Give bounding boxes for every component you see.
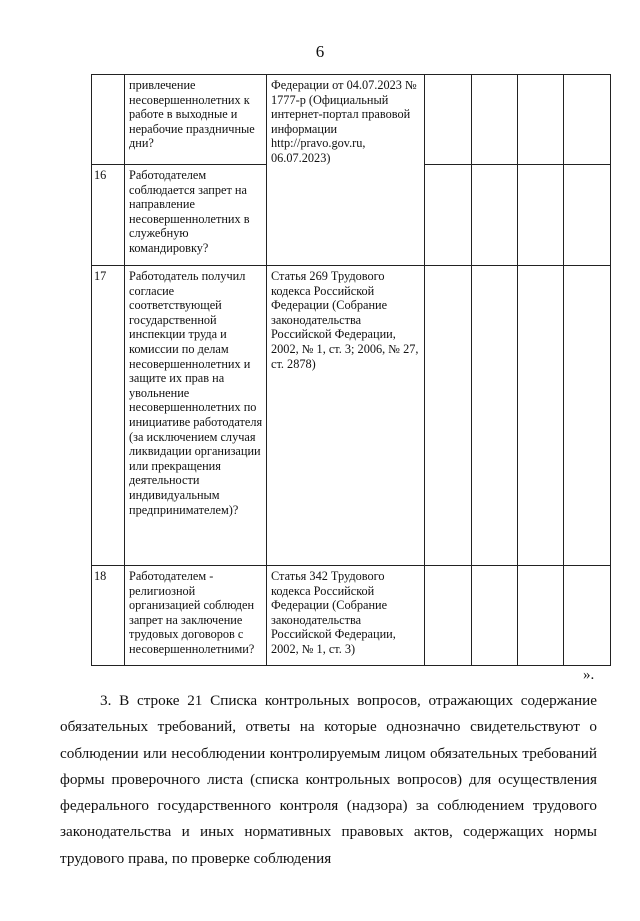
question-cell: привлечение несовершеннолетних к работе в выходные и нерабочие праздничные дни? — [125, 75, 267, 165]
answer-yes-cell — [425, 266, 472, 566]
question-cell: Работодатель получил согласие соответствующей государственной инспекции труда и комиссии по делам несовершеннолетних и защите их прав на увольнение несовершеннолетних по инициативе работодателя (за исключением случая ликвидации организации или прекращения деятельности индивидуальным предпринимателем)? — [125, 266, 267, 566]
answer-no-cell — [472, 165, 518, 266]
reference-cell: Статья 269 Трудового кодекса Российской Федерации (Собрание законодательства Российской Федерации, 2002, № 1, ст. 3; 2006, № 27, ст. 2878) — [267, 266, 425, 566]
answer-no-cell — [472, 566, 518, 666]
closing-quote: ». — [583, 667, 595, 683]
answer-not-applicable-cell — [518, 165, 564, 266]
page-number: 6 — [315, 42, 325, 61]
note-cell — [564, 75, 611, 165]
question-cell: Работодателем - религиозной организацией соблюден запрет на заключение трудовых договоров с несовершеннолетними? — [125, 566, 267, 666]
reference-cell: Федерации от 04.07.2023 № 1777-р (Официальный интернет-портал правовой информации http://pravo.gov.ru, 06.07.2023) — [267, 75, 425, 266]
answer-yes-cell — [425, 566, 472, 666]
note-cell — [564, 566, 611, 666]
question-cell: Работодателем соблюдается запрет на направление несовершеннолетних в служебную командировку? — [125, 165, 267, 266]
answer-yes-cell — [425, 165, 472, 266]
row-number-cell: 17 — [92, 266, 125, 566]
reference-cell: Статья 342 Трудового кодекса Российской Федерации (Собрание законодательства Российской Федерации, 2002, № 1, ст. 3) — [267, 566, 425, 666]
checklist-table — [91, 74, 611, 666]
answer-no-cell — [472, 266, 518, 566]
row-number-cell — [92, 75, 125, 165]
table-row — [92, 266, 611, 566]
body-paragraph: 3. В строке 21 Списка контрольных вопросов, отражающих содержание обязательных требований, ответы на которые однозначно свидетельствуют о соблюдении или несоблюдении контролируемым лицом обязательных требований формы проверочного листа (списка контрольных вопросов) для осуществления федерального государственного контроля (надзора) за соблюдением трудового законодательства и иных нормативных правовых актов, содержащих нормы трудового права, по проверке соблюдения — [60, 692, 597, 867]
table-row — [92, 566, 611, 666]
answer-not-applicable-cell — [518, 75, 564, 165]
note-cell — [564, 266, 611, 566]
answer-not-applicable-cell — [518, 566, 564, 666]
answer-yes-cell — [425, 75, 472, 165]
table-row — [92, 75, 611, 165]
row-number-cell: 18 — [92, 566, 125, 666]
note-cell — [564, 165, 611, 266]
answer-not-applicable-cell — [518, 266, 564, 566]
row-number-cell: 16 — [92, 165, 125, 266]
answer-no-cell — [472, 75, 518, 165]
